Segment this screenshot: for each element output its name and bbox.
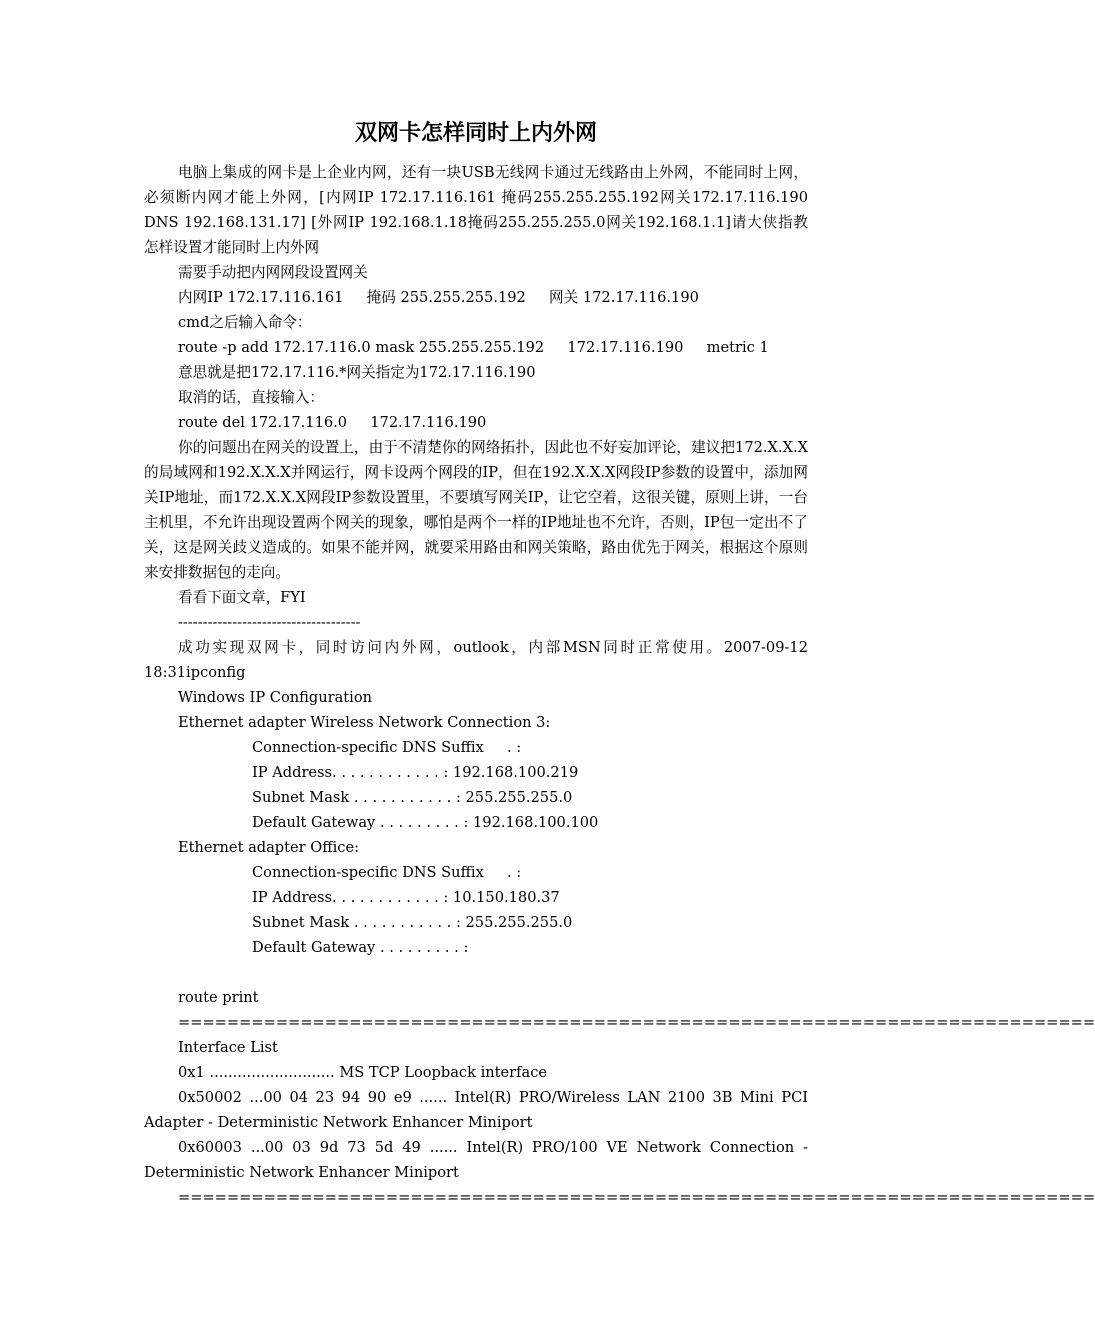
adapter-field: Connection-specific DNS Suffix . :: [252, 864, 522, 881]
interface-list-heading: Interface List: [178, 1039, 278, 1056]
adapter-field: Subnet Mask . . . . . . . . . . . : 255.255.255.0: [252, 789, 573, 806]
question-paragraph: 电脑上集成的网卡是上企业内网，还有一块USB无线网卡通过无线路由上外网，不能同时上网，必须断内网才能上外网，[内网IP 172.17.116.161 掩码255.255.255.192网关172.17.116.190 DNS 192.168.131.17] [外网IP 192.168.1.18掩码255.255.255.0网关192.168.1.1]请大侠指教怎样设置才能同时上内外网: [144, 164, 808, 256]
adapter-name: Ethernet adapter Wireless Network Connection 3:: [178, 714, 551, 731]
adapter-field: IP Address. . . . . . . . . . . . : 192.168.100.219: [252, 764, 579, 781]
adapter-field: IP Address. . . . . . . . . . . . : 10.150.180.37: [252, 889, 560, 906]
adapter-name: Ethernet adapter Office:: [178, 839, 359, 856]
equals-separator: ===========================================================================: [178, 1189, 1095, 1206]
adapter-field: Connection-specific DNS Suffix . :: [252, 739, 522, 756]
answer-line: 意思就是把172.17.116.*网关指定为172.17.116.190: [178, 364, 536, 381]
equals-separator: ===========================================================================: [178, 1014, 1095, 1031]
document-page: [144, 116, 1095, 1210]
answer-line: 内网IP 172.17.116.161 掩码 255.255.255.192 网关 172.17.116.190: [178, 289, 699, 306]
document-title: 双网卡怎样同时上内外网: [354, 120, 597, 146]
command-line: route -p add 172.17.116.0 mask 255.255.255.192 172.17.116.190 metric 1: [178, 339, 769, 356]
answer-line: cmd之后输入命令：: [178, 314, 312, 331]
interface-entry: 0x60003 ...00 03 9d 73 5d 49 ...... Intel(R) PRO/100 VE Network Connection - Deterministic Network Enhancer Miniport: [144, 1139, 808, 1181]
interface-entry: 0x50002 ...00 04 23 94 90 e9 ...... Intel(R) PRO/Wireless LAN 2100 3B Mini PCI Adapter - Deterministic Network Enhancer Miniport: [144, 1089, 808, 1131]
dash-separator: -------------------------------------: [178, 614, 361, 631]
answer-line: 需要手动把内网网段设置网关: [178, 264, 368, 281]
ipconfig-header: Windows IP Configuration: [178, 689, 373, 706]
advice-paragraph: 你的问题出在网关的设置上，由于不清楚你的网络拓扑，因此也不好妄加评论，建议把172.X.X.X的局域网和192.X.X.X并网运行，网卡设两个网段的IP，但在192.X.X.X网段IP参数的设置中，添加网关IP地址，而172.X.X.X网段IP参数设置里，不要填写网关IP，让它空着，这很关键，原则上讲，一台主机里，不允许出现设置两个网关的现象，哪怕是两个一样的IP地址也不允许，否则，IP包一定出不了关，这是网关歧义造成的。如果不能并网，就要采用路由和网关策略，路由优先于网关，根据这个原则来安排数据包的走向。: [144, 439, 808, 581]
adapter-field: Default Gateway . . . . . . . . . :: [252, 939, 469, 956]
adapter-field: Subnet Mask . . . . . . . . . . . : 255.255.255.0: [252, 914, 573, 931]
adapter-field: Default Gateway . . . . . . . . . : 192.168.100.100: [252, 814, 599, 831]
command-line: route del 172.17.116.0 172.17.116.190: [178, 414, 487, 431]
blank-line: [144, 960, 808, 985]
answer-line: 取消的话，直接输入：: [178, 389, 324, 406]
fyi-line: 看看下面文章，FYI: [178, 589, 306, 606]
route-print-command: route print: [178, 989, 259, 1006]
article-intro-paragraph: 成功实现双网卡，同时访问内外网，outlook，内部MSN同时正常使用。2007-09-12 18:31ipconfig: [144, 639, 808, 681]
interface-entry: 0x1 ........................... MS TCP Loopback interface: [178, 1064, 548, 1081]
